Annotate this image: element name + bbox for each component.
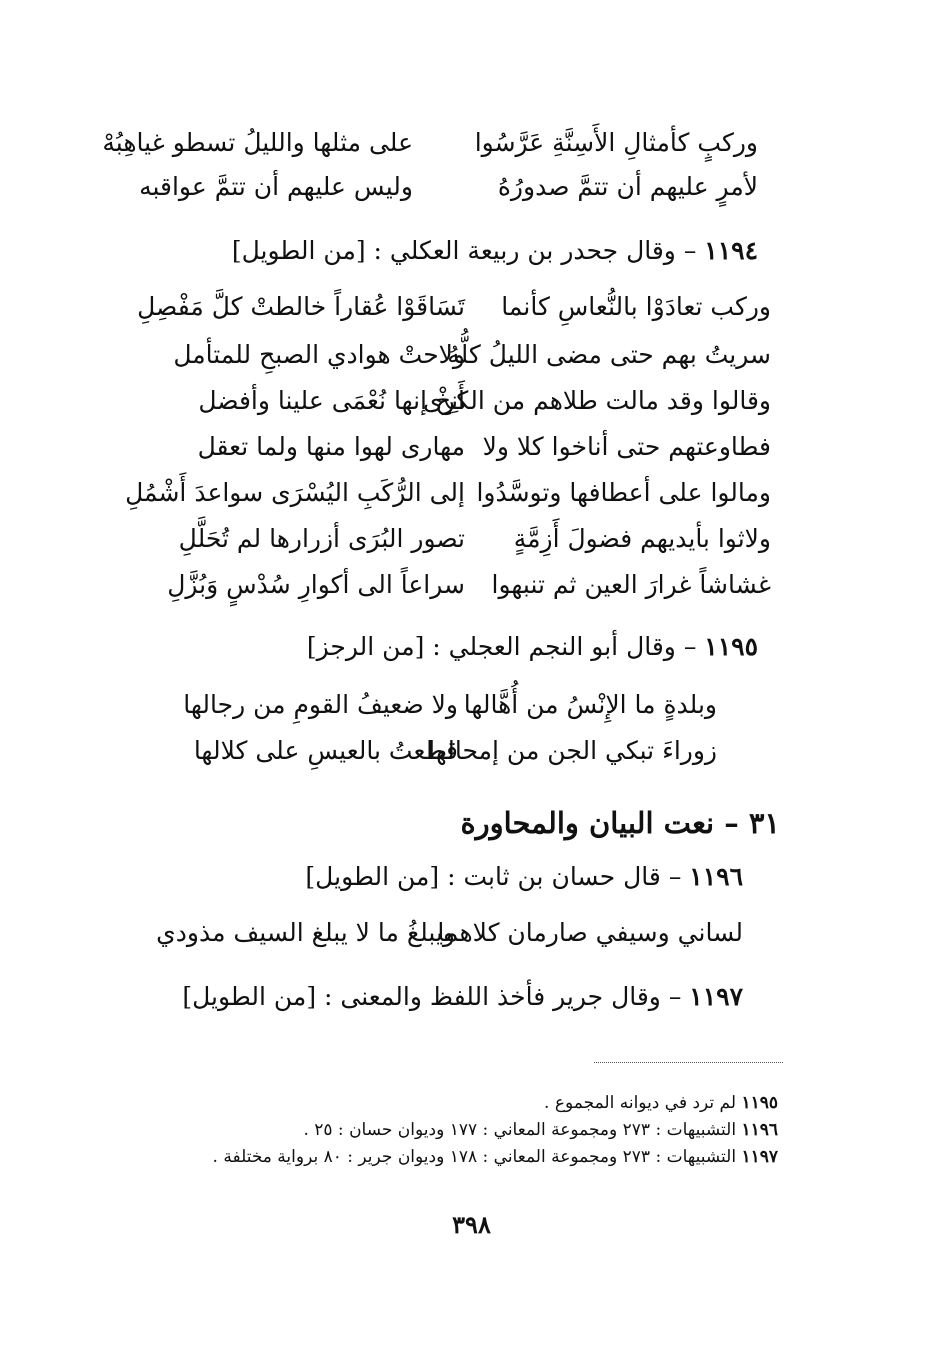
verse-line <box>0 478 943 518</box>
verse-second-hemistich: تصور البُرَى أزرارها لم تُحَلَّلِ <box>178 524 465 553</box>
verse-second-hemistich: قطعتُ بالعيسِ على كلالها <box>193 736 458 765</box>
verse-second-hemistich: على مثلها والليلُ تسطو غياهِبُهْ <box>102 128 413 157</box>
verse-line <box>0 690 943 730</box>
verse-first-hemistich: لأمرٍ عليهم أن تتمَّ صدورُهُ <box>497 172 758 201</box>
entry-heading <box>307 634 758 659</box>
verse-second-hemistich: أَنِخْ إنها نُعْمَى علينا وأفضل <box>198 386 465 415</box>
footnote <box>303 1120 778 1140</box>
entry-heading <box>232 238 758 263</box>
verse-second-hemistich: ولا ضعيفُ القومِ من رجالها <box>183 690 458 719</box>
verse-line <box>0 292 943 332</box>
entry-heading-text: – وقال جرير فأخذ اللفظ والمعنى : [من الطويل] <box>182 982 682 1011</box>
entry-heading <box>182 984 743 1009</box>
verse-first-hemistich: ولاثوا بأيديهم فضولَ أَزِمَّةٍ <box>513 524 771 553</box>
entry-heading-text: – وقال أبو النجم العجلي : [من الرجز] <box>306 632 697 661</box>
footnote-text: التشبيهات : ٢٧٣ ومجموعة المعاني : ١٧٧ وديوان حسان : ٢٥ . <box>303 1120 737 1140</box>
section-title: – نعت البيان والمحاورة <box>460 806 739 840</box>
verse-second-hemistich: وليس عليهم أن تتمَّ عواقبه <box>139 172 413 201</box>
footnote-separator <box>594 1062 783 1063</box>
entry-number: ١١٩٦ <box>689 862 743 891</box>
verse-second-hemistich: ويبلغُ ما لا يبلغ السيف مذودي <box>156 918 455 947</box>
verse-line <box>0 172 943 212</box>
entry-heading <box>305 864 743 889</box>
footnote-number: ١١٩٥ <box>741 1093 778 1113</box>
footnote <box>544 1093 778 1113</box>
verse-first-hemistich: وركب تعادَوْا بالنُّعاسِ كأنما <box>501 292 771 321</box>
verse-second-hemistich: سراعاً الى أكوارِ سُدْسٍ وَبُزَّلِ <box>167 570 465 599</box>
verse-line <box>0 432 943 472</box>
verse-first-hemistich: زوراءَ تبكي الجن من إمحالها <box>428 736 717 765</box>
verse-first-hemistich: سريتُ بهم حتى مضى الليلُ كلُّهُ <box>447 340 771 369</box>
verse-first-hemistich: ومالوا على أعطافها وتوسَّدُوا <box>476 478 771 507</box>
footnote-text: التشبيهات : ٢٧٣ ومجموعة المعاني : ١٧٨ وديوان جرير : ٨٠ برواية مختلفة . <box>212 1147 737 1167</box>
verse-line <box>0 386 943 426</box>
verse-line <box>0 736 943 776</box>
entry-number: ١١٩٤ <box>704 236 758 265</box>
verse-second-hemistich: مهارى لهوا منها ولما تعقل <box>197 432 465 461</box>
verse-second-hemistich: ولاحتْ هوادي الصبحِ للمتأمل <box>173 340 465 369</box>
footnote-text: لم ترد في ديوانه المجموع . <box>544 1093 737 1113</box>
footnote-number: ١١٩٧ <box>741 1147 778 1167</box>
entry-heading-text: – قال حسان بن ثابت : [من الطويل] <box>305 862 682 891</box>
verse-first-hemistich: لساني وسيفي صارمان كلاهما <box>437 918 743 947</box>
verse-line <box>0 570 943 610</box>
footnote-number: ١١٩٦ <box>741 1120 778 1140</box>
section-heading <box>460 806 780 840</box>
verse-first-hemistich: وبلدةٍ ما الإِنْسُ من أُهَّالها <box>463 690 717 719</box>
entry-number: ١١٩٥ <box>704 632 758 661</box>
verse-second-hemistich: تَسَاقَوْا عُقاراً خالطتْ كلَّ مَفْصِلِ <box>137 292 465 321</box>
verse-line <box>0 524 943 564</box>
page-number: ٣٩٨ <box>452 1210 491 1239</box>
verse-first-hemistich: وركبٍ كأمثالِ الأَسِنَّةِ عَرَّسُوا <box>474 128 758 157</box>
entry-heading-text: – وقال جحدر بن ربيعة العكلي : [من الطويل] <box>231 236 697 265</box>
verse-line <box>0 340 943 380</box>
verse-line <box>0 128 943 168</box>
verse-line <box>0 918 943 958</box>
verse-second-hemistich: إلى الرُّكَبِ اليُسْرَى سواعدَ أَشْمُلِ <box>125 478 465 507</box>
verse-first-hemistich: وقالوا وقد مالت طلاهم من الكرى <box>423 386 771 415</box>
entry-number: ١١٩٧ <box>689 982 743 1011</box>
verse-first-hemistich: فطاوعتهم حتى أناخوا كلا ولا <box>482 432 771 461</box>
section-number: ٣١ <box>748 806 780 840</box>
footnote <box>213 1147 778 1167</box>
verse-first-hemistich: غشاشاً غرارَ العين ثم تنبهوا <box>491 570 771 599</box>
